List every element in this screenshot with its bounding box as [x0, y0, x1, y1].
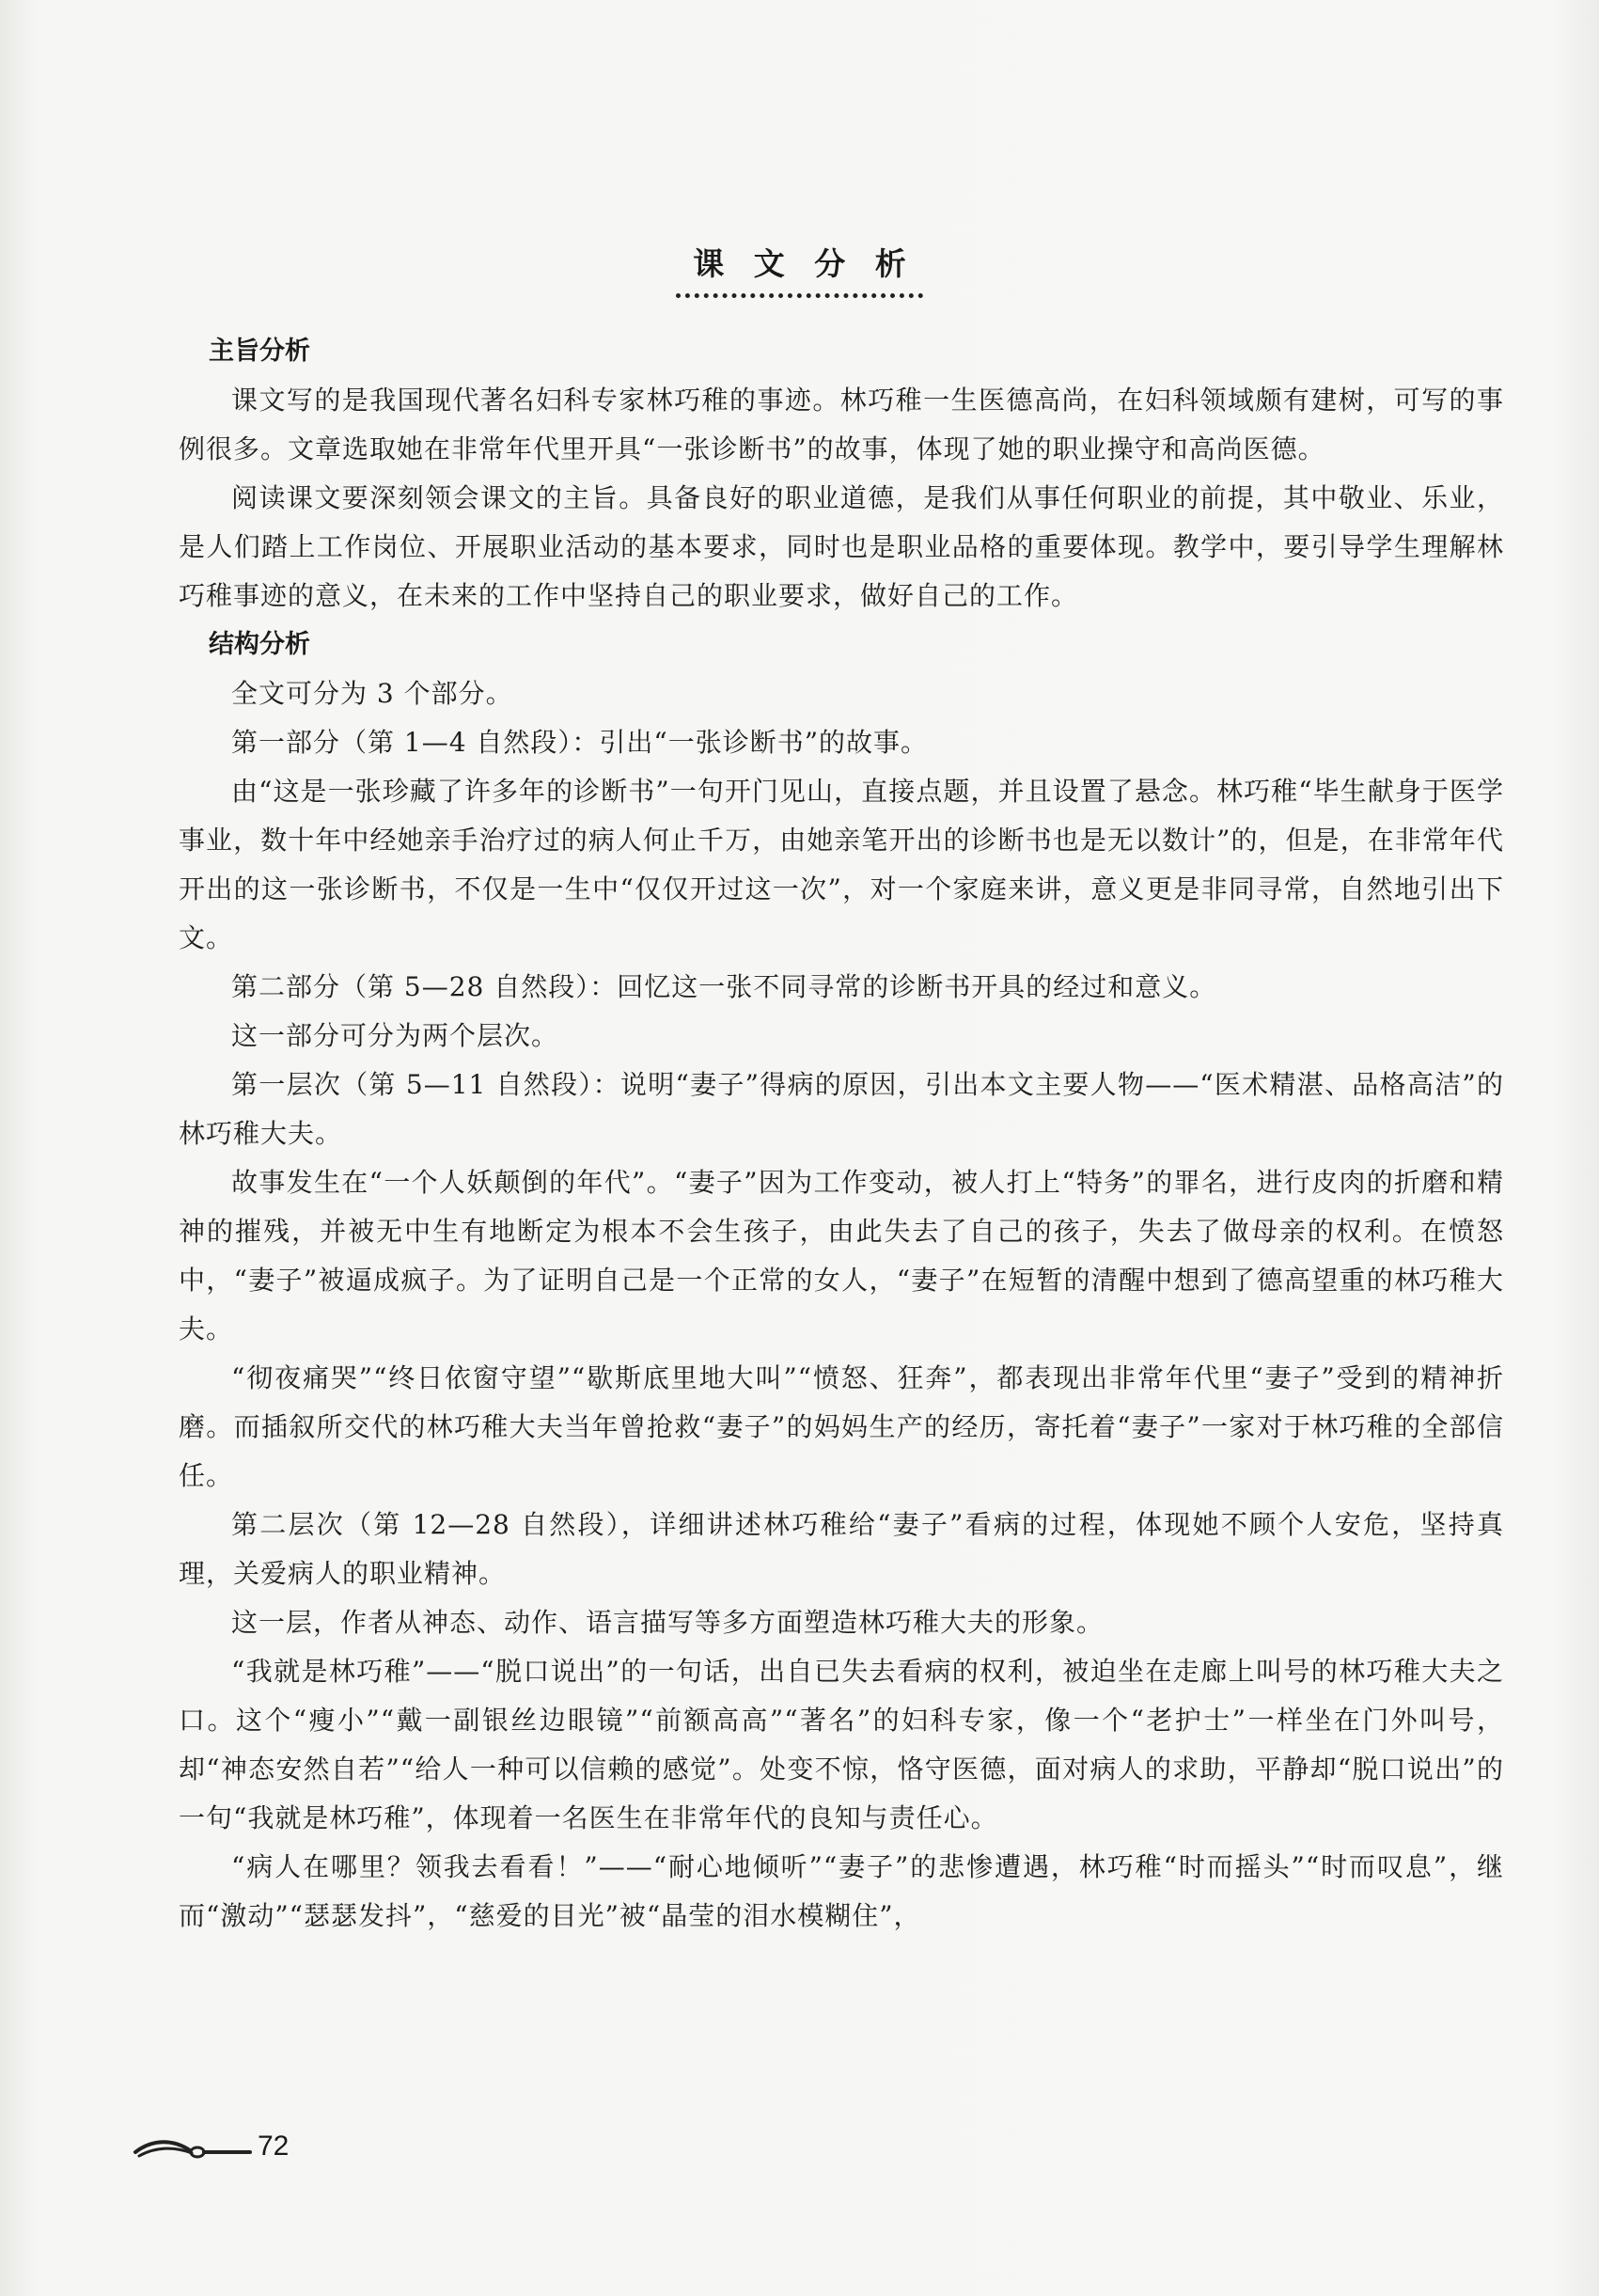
paragraph: 这一层，作者从神态、动作、语言描写等多方面塑造林巧稚大夫的形象。 [231, 1607, 1105, 1638]
paragraph: 阅读课文要深刻领会课文的主旨。具备良好的职业道德，是我们从事任何职业的前提，其中敬业、乐业，是人们踏上工作岗位、开展职业活动的基本要求，同时也是职业品格的重要体现。教学中，要引导学生理解林巧稚事迹的意义，在未来的工作中坚持自己的职业要求，做好自己的工作。 [179, 482, 1504, 611]
paragraph: 课文写的是我国现代著名妇科专家林巧稚的事迹。林巧稚一生医德高尚，在妇科领域颇有建树，可写的事例很多。文章选取她在非常年代里开具“一张诊断书”的故事，体现了她的职业操守和高尚医德。 [179, 385, 1504, 464]
section-structure-analysis [179, 621, 1504, 1941]
paragraph: 第一部分（第 1—4 自然段）：引出“一张诊断书”的故事。 [231, 727, 929, 758]
main-content [179, 327, 1504, 1941]
paragraph: 全文可分为 3 个部分。 [231, 678, 513, 709]
needle-icon [132, 2128, 254, 2165]
section-heading: 结构分析 [209, 630, 310, 659]
paragraph: 第二层次（第 12—28 自然段），详细讲述林巧稚给“妻子”看病的过程，体现她不顾个人安危，坚持真理，关爱病人的职业精神。 [179, 1509, 1504, 1589]
section-heading: 主旨分析 [209, 337, 310, 366]
title-block [0, 240, 1599, 298]
paragraph: 第二部分（第 5—28 自然段）：回忆这一张不同寻常的诊断书开具的经过和意义。 [231, 971, 1217, 1002]
paragraph: 故事发生在“一个人妖颠倒的年代”。“妻子”因为工作变动，被人打上“特务”的罪名，进行皮肉的折磨和精神的摧残，并被无中生有地断定为根本不会生孩子，由此失去了自己的孩子，失去了做母亲的权利。在愤怒中，“妻子”被逼成疯子。为了证明自己是一个正常的女人，“妻子”在短暂的清醒中想到了德高望重的林巧稚大夫。 [179, 1167, 1504, 1345]
paragraph: “我就是林巧稚”——“脱口说出”的一句话，出自已失去看病的权利，被迫坐在走廊上叫号的林巧稚大夫之口。这个“瘦小”“戴一副银丝边眼镜”“前额高高”“著名”的妇科专家，像一个“老护士”一样坐在门外叫号，却“神态安然自若”“给人一种可以信赖的感觉”。处变不惊，恪守医德，面对病人的求助，平静却“脱口说出”的一句“我就是林巧稚”，体现着一名医生在非常年代的良知与责任心。 [179, 1656, 1504, 1833]
page-title: 课 文 分 析 [676, 240, 922, 298]
paragraph: 第一层次（第 5—11 自然段）：说明“妻子”得病的原因，引出本文主要人物——“医术精湛、品格高洁”的林巧稚大夫。 [179, 1069, 1504, 1149]
page-number: 72 [258, 2131, 290, 2162]
paragraph: “彻夜痛哭”“终日依窗守望”“歇斯底里地大叫”“愤怒、狂奔”，都表现出非常年代里“妻子”受到的精神折磨。而插叙所交代的林巧稚大夫当年曾抢救“妻子”的妈妈生产的经历，寄托着“妻子”一家对于林巧稚的全部信任。 [179, 1362, 1504, 1491]
paragraph: 这一部分可分为两个层次。 [231, 1020, 559, 1051]
paragraph: 由“这是一张珍藏了许多年的诊断书”一句开门见山，直接点题，并且设置了悬念。林巧稚“毕生献身于医学事业，数十年中经她亲手治疗过的病人何止千万，由她亲笔开出的诊断书也是无以数计”的，但是，在非常年代开出的这一张诊断书，不仅是一生中“仅仅开过这一次”，对一个家庭来讲，意义更是非同寻常，自然地引出下文。 [179, 776, 1504, 953]
section-theme-analysis [179, 327, 1504, 621]
page-footer [132, 2128, 357, 2165]
paragraph: “病人在哪里？领我去看看！”——“耐心地倾听”“妻子”的悲惨遭遇，林巧稚“时而摇头”“时而叹息”，继而“激动”“瑟瑟发抖”，“慈爱的目光”被“晶莹的泪水模糊住”， [179, 1851, 1504, 1931]
